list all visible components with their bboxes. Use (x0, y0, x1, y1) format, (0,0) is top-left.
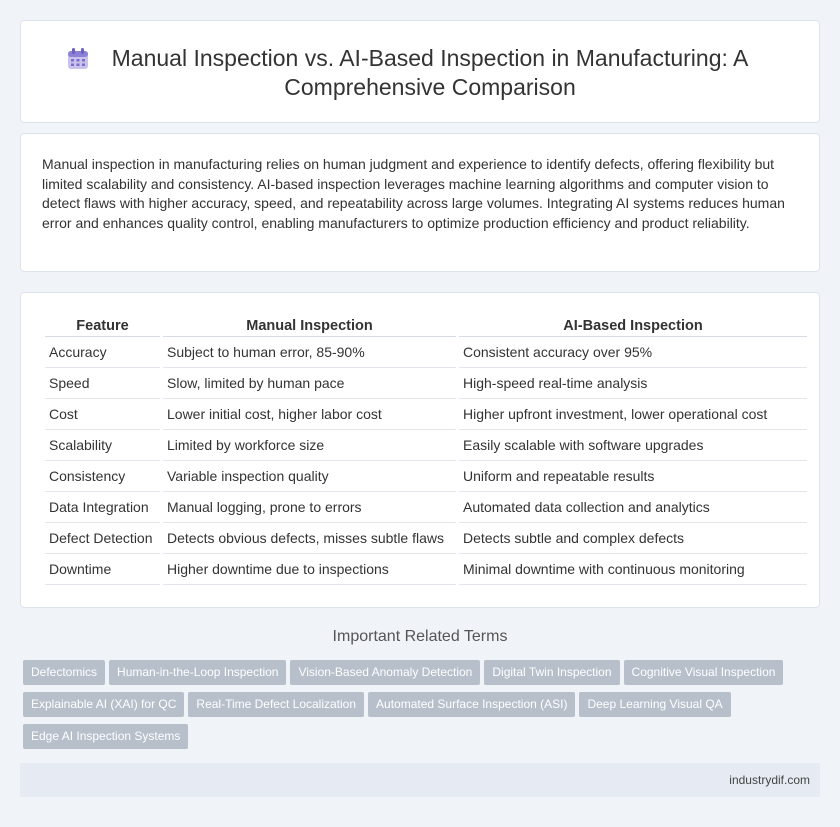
cell-feature: Cost (45, 399, 160, 430)
related-term-tag[interactable]: Vision-Based Anomaly Detection (290, 660, 480, 685)
comparison-table-card (20, 292, 820, 608)
cell-ai: Uniform and repeatable results (459, 461, 807, 492)
cell-ai: Automated data collection and analytics (459, 492, 807, 523)
related-term-tag[interactable]: Explainable AI (XAI) for QC (23, 692, 184, 717)
cell-manual: Lower initial cost, higher labor cost (163, 399, 456, 430)
table-row (45, 461, 807, 492)
cell-ai: High-speed real-time analysis (459, 368, 807, 399)
footer-site: industrydif.com (729, 773, 810, 787)
header-manual: Manual Inspection (163, 315, 456, 337)
cell-manual: Limited by workforce size (163, 430, 456, 461)
table-row (45, 337, 807, 368)
cell-ai: Consistent accuracy over 95% (459, 337, 807, 368)
cell-feature: Scalability (45, 430, 160, 461)
related-term-tag[interactable]: Human-in-the-Loop Inspection (109, 660, 286, 685)
cell-manual: Manual logging, prone to errors (163, 492, 456, 523)
cell-ai: Minimal downtime with continuous monitoring (459, 554, 807, 585)
cell-feature: Defect Detection (45, 523, 160, 554)
related-term-tag[interactable]: Cognitive Visual Inspection (624, 660, 784, 685)
table-row (45, 554, 807, 585)
table-header-row (45, 315, 807, 337)
cell-ai: Higher upfront investment, lower operational cost (459, 399, 807, 430)
comparison-table (42, 315, 810, 585)
table-row (45, 368, 807, 399)
related-term-tag[interactable]: Automated Surface Inspection (ASI) (368, 692, 575, 717)
cell-ai: Easily scalable with software upgrades (459, 430, 807, 461)
cell-manual: Subject to human error, 85-90% (163, 337, 456, 368)
cell-feature: Data Integration (45, 492, 160, 523)
related-term-tag[interactable]: Digital Twin Inspection (484, 660, 619, 685)
footer (20, 763, 820, 797)
table-row (45, 523, 807, 554)
cell-ai: Detects subtle and complex defects (459, 523, 807, 554)
cell-manual: Variable inspection quality (163, 461, 456, 492)
related-terms-title: Important Related Terms (332, 628, 508, 645)
header-feature: Feature (45, 315, 160, 337)
intro-paragraph: Manual inspection in manufacturing relies on human judgment and experience to identify defects, offering flexibility but limited scalability and consistency. AI-based inspection leverages machine learning algorithms and computer vision to detect flaws with higher accuracy, speed, and repeatability across large volumes. Integrating AI systems reduces human error and enhances quality control, enabling manufacturers to optimize production efficiency and product reliability. (42, 156, 785, 231)
cell-manual: Higher downtime due to inspections (163, 554, 456, 585)
cell-feature: Downtime (45, 554, 160, 585)
related-term-tag[interactable]: Edge AI Inspection Systems (23, 724, 188, 749)
cell-manual: Slow, limited by human pace (163, 368, 456, 399)
cell-manual: Detects obvious defects, misses subtle flaws (163, 523, 456, 554)
related-term-tag[interactable]: Real-Time Defect Localization (188, 692, 364, 717)
related-term-tag[interactable]: Defectomics (23, 660, 105, 685)
header-ai: AI-Based Inspection (459, 315, 807, 337)
cell-feature: Accuracy (45, 337, 160, 368)
cell-feature: Speed (45, 368, 160, 399)
page-title: Manual Inspection vs. AI-Based Inspection in Manufacturing: A Comprehensive Comparison (111, 45, 749, 100)
cell-feature: Consistency (45, 461, 160, 492)
title-card (20, 20, 820, 123)
table-row (45, 399, 807, 430)
intro-card (20, 133, 820, 272)
related-term-tag[interactable]: Deep Learning Visual QA (579, 692, 730, 717)
table-row (45, 430, 807, 461)
table-row (45, 492, 807, 523)
related-terms-list (23, 660, 803, 756)
